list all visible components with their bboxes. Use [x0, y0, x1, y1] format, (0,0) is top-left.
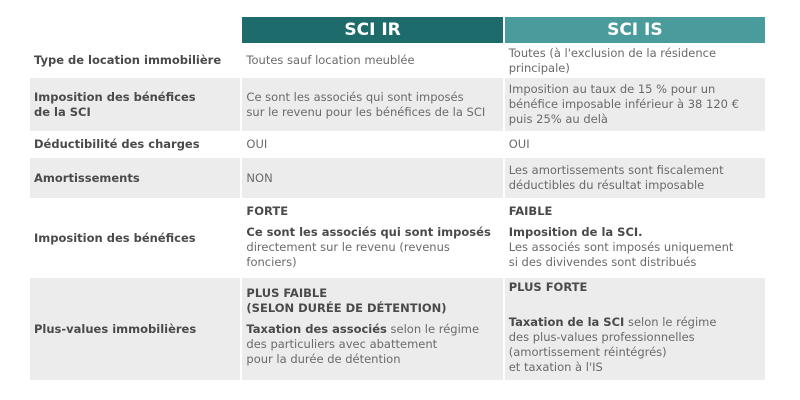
- cell-text: pour la durée de détention: [246, 352, 401, 366]
- level-badge: PLUS FAIBLE: [246, 286, 328, 300]
- cell-text: si des divivendes sont distribués: [508, 255, 697, 269]
- cell-bold-text: Ce sont les associés qui sont imposés: [246, 225, 491, 239]
- cell-text: Toutes (à l'exclusion de la résidence: [508, 45, 717, 60]
- row-label: Type de location immobilière: [30, 43, 240, 78]
- header-sci-ir: SCI IR: [242, 17, 502, 43]
- table-row-deductibilite: [30, 131, 765, 158]
- cell-is: [505, 158, 765, 198]
- cell-text: puis 25% au delà: [508, 112, 608, 126]
- level-badge: FORTE: [246, 204, 289, 218]
- row-label-line: de la SCI: [34, 104, 91, 119]
- cell-ir: [242, 43, 502, 78]
- cell-text: OUI: [508, 137, 530, 151]
- cell-text: OUI: [246, 137, 268, 151]
- cell-text: [246, 322, 498, 337]
- cell-bold-text: Imposition de la SCI.: [508, 225, 643, 239]
- cell-is: [505, 78, 765, 131]
- row-label: Imposition des bénéfices: [30, 198, 240, 278]
- cell-text: bénéfice imposable inférieur à 38 120 €: [508, 97, 739, 111]
- table-row-plus-values: [30, 278, 765, 380]
- cell-text: déductibles du résultat imposable: [508, 178, 705, 192]
- table-row-amortissements: [30, 158, 765, 198]
- cell-text: NON: [246, 170, 273, 185]
- cell-ir: [242, 131, 502, 158]
- cell-is: [505, 131, 765, 158]
- level-badge-detail: (SELON DURÉE DE DÉTENTION): [246, 301, 447, 315]
- table-header: [30, 17, 765, 43]
- comparison-table: [30, 17, 765, 380]
- header-empty-cell: [30, 17, 240, 43]
- cell-text: des plus-values professionnelles: [508, 330, 695, 344]
- cell-text: (amortissement réintégrés): [508, 345, 667, 359]
- cell-text: selon le régime: [386, 322, 480, 336]
- header-sci-is: SCI IS: [505, 17, 765, 43]
- cell-text: principale): [508, 60, 570, 75]
- cell-bold-text: Taxation de la SCI: [508, 315, 625, 329]
- table-row-imposition-sci: [30, 78, 765, 131]
- cell-is: [505, 43, 765, 78]
- cell-text: [509, 315, 761, 330]
- cell-text: directement sur le revenu (revenus: [246, 240, 450, 254]
- table-row-type-location: [30, 43, 765, 78]
- cell-text: Imposition au taux de 15 % pour un: [508, 82, 716, 96]
- cell-is: [505, 198, 765, 278]
- cell-ir: [242, 158, 502, 198]
- cell-text: fonciers): [246, 255, 297, 269]
- row-label: Amortissements: [30, 158, 240, 198]
- cell-text: Ce sont les associés qui sont imposés: [246, 89, 464, 104]
- cell-text: et taxation à l'IS: [508, 360, 603, 374]
- cell-ir: [242, 198, 502, 278]
- cell-bold-text: Taxation des associés: [246, 322, 387, 336]
- row-label: Déductibilité des charges: [30, 131, 240, 158]
- cell-text: des particuliers avec abattement: [246, 337, 438, 351]
- cell-text: selon le régime: [624, 315, 717, 329]
- cell-text: Les associés sont imposés uniquement: [508, 240, 734, 254]
- row-label: [30, 78, 240, 131]
- level-badge: PLUS FORTE: [508, 280, 588, 294]
- level-badge: FAIBLE: [508, 204, 553, 218]
- row-label: Plus-values immobilières: [30, 278, 240, 380]
- cell-is: [505, 278, 765, 380]
- table-row-imposition-benefices: [30, 198, 765, 278]
- cell-text: sur le revenu pour les bénéfices de la SCI: [246, 104, 486, 119]
- row-label-line: Imposition des bénéfices: [34, 89, 196, 104]
- cell-ir: [242, 278, 502, 380]
- cell-text: Toutes sauf location meublée: [246, 53, 415, 67]
- cell-ir: [242, 78, 502, 131]
- cell-text: Les amortissements sont fiscalement: [508, 163, 724, 177]
